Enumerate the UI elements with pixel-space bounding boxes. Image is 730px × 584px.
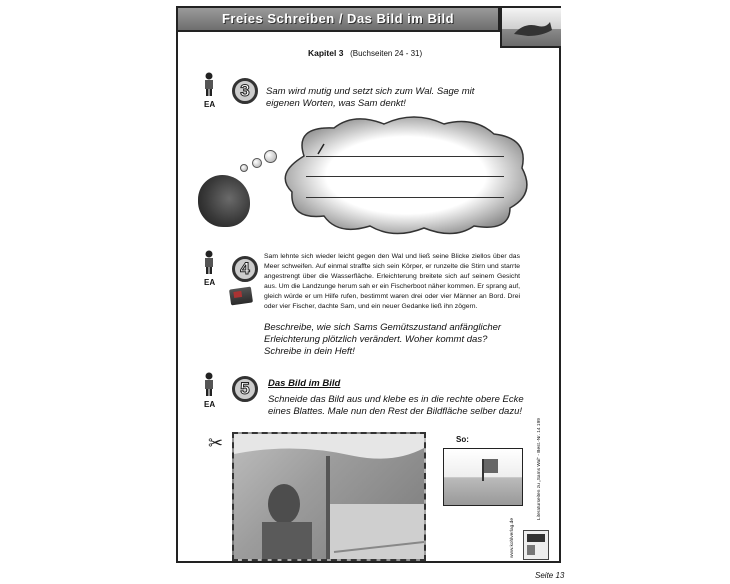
side-credit-text: Literaturseiten zu „Sams Wal“ - Best.-Nr. 14 199 (537, 418, 542, 520)
header-bar (178, 8, 500, 32)
book-icon (229, 287, 253, 306)
pencil-icon (316, 142, 326, 156)
publisher-logo (523, 530, 549, 560)
task-number: 5 (232, 376, 258, 402)
page-number: Seite 13 (535, 571, 565, 580)
task-number: 3 (232, 78, 258, 104)
publisher-url[interactable]: www.kohlverlag.de (510, 518, 515, 558)
header-whale-photo (500, 8, 561, 48)
thought-bubble-dot (240, 164, 248, 172)
thought-bubble-dot (252, 158, 262, 168)
person-icon (202, 372, 216, 396)
whale-icon (502, 8, 561, 46)
thought-cloud (274, 116, 534, 238)
example-label: So: (456, 435, 469, 444)
task-instruction: Beschreibe, wie sich Sams Gemütszustand anfänglicher Erleichterung plötzlich verändert. Woher kommt das? Schreibe in dein Heft! (264, 322, 502, 357)
boy-head-image (198, 175, 250, 227)
boat-boy-illustration (234, 434, 424, 559)
work-form-label: EA (204, 100, 216, 109)
cutout-photo[interactable] (232, 432, 426, 561)
side-credit (535, 418, 545, 520)
publisher-url-wrap (508, 478, 520, 558)
task-instruction: Schneide das Bild aus und klebe es in die rechte obere Ecke eines Blattes. Male nun den Rest der Bildfläche selber dazu! (268, 394, 524, 417)
worksheet-frame (176, 6, 561, 563)
writing-line[interactable] (306, 197, 504, 198)
work-form-label: EA (204, 278, 216, 287)
task-heading: Das Bild im Bild (268, 378, 341, 389)
logo-icon (524, 531, 548, 559)
writing-line[interactable] (306, 156, 504, 157)
task-instruction: Sam wird mutig und setzt sich zum Wal. Sage mit eigenen Worten, was Sam denkt! (266, 86, 475, 109)
chapter-label: Kapitel 3 (308, 48, 344, 58)
person-icon (202, 250, 216, 274)
task-number: 4 (232, 256, 258, 282)
header-title: Freies Schreiben / Das Bild im Bild (221, 11, 455, 26)
chapter-line (308, 48, 422, 58)
work-form-label: EA (204, 400, 216, 409)
scissors-icon: ✂ (208, 433, 224, 453)
writing-line[interactable] (306, 176, 504, 177)
chapter-pages: (Buchseiten 24 - 31) (350, 49, 423, 58)
story-excerpt: Sam lehnte sich wieder leicht gegen den Wal und ließ seine Blicke ziellos über das Meer schweifen. Auf einmal straffte sich sein Körper, er runzelte die Stirn und starrte angestrengt über die Wasserfläche. Erleichterung breitete sich auf seinem Gesicht aus. Um die Landzunge herum sah er ein Fischerboot näher kommen. Er sprang auf, gleich würde er um Hilfe rufen, bestimmt waren drei oder vier Männer an Bord. Drei oder vier Fischer, dachte Sam, und ein neuer Gedanke ließ ihn zögern. (264, 253, 520, 310)
person-icon (202, 72, 216, 96)
